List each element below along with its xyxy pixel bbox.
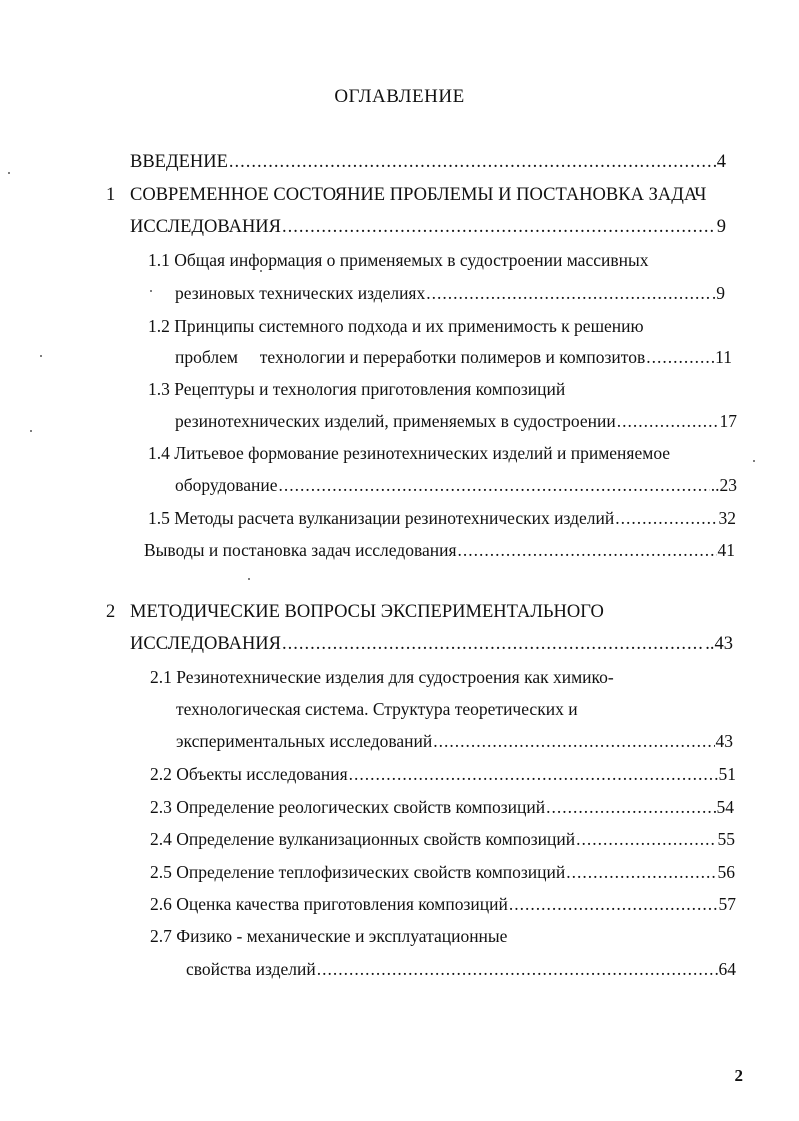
leader-dots	[617, 407, 719, 435]
toc-entry-2-1[interactable]	[150, 663, 670, 691]
toc-entry-introduction[interactable]	[130, 148, 726, 176]
toc-entry-text: 2.7 Физико - механические и эксплуатационные	[150, 926, 508, 946]
scan-speck	[8, 172, 10, 174]
toc-entry-2-4[interactable]	[150, 825, 735, 853]
leader-dots	[576, 825, 716, 853]
toc-entry-text: резинотехнических изделий, применяемых в судостроении	[175, 411, 616, 431]
leader-dots	[279, 471, 710, 499]
toc-entry-2-1-cont[interactable]	[176, 695, 696, 723]
toc-entry-1-3[interactable]	[148, 375, 708, 403]
scan-speck	[248, 578, 250, 580]
toc-page-number: ..43	[705, 634, 733, 654]
scan-speck	[150, 290, 152, 292]
toc-entry-text: 2.5 Определение теплофизических свойств композиций	[150, 862, 566, 882]
leader-dots	[546, 793, 715, 821]
toc-entry-1-2-cont[interactable]	[175, 343, 732, 371]
leader-dots	[349, 760, 718, 788]
toc-entry-2-1-cont2[interactable]	[176, 727, 733, 755]
toc-entry-2-7-cont[interactable]	[186, 955, 736, 983]
leader-dots	[282, 630, 704, 658]
toc-page-number: 41	[717, 540, 735, 560]
toc-entry-text: 1.2 Принципы системного подхода и их применимость к решению	[148, 316, 644, 336]
toc-entry-chapter-1-cont[interactable]	[130, 213, 726, 241]
toc-entry-chapter-2[interactable]	[130, 598, 630, 626]
toc-entry-text: 2.2 Объекты исследования	[150, 764, 348, 784]
leader-dots	[317, 955, 718, 983]
scan-speck	[753, 460, 755, 462]
toc-page-number: .9	[711, 283, 725, 303]
toc-entry-2-6[interactable]	[150, 890, 736, 918]
toc-entry-text: 1.5 Методы расчета вулканизации резинотехнических изделий	[148, 508, 615, 528]
leader-dots	[229, 148, 716, 176]
toc-entry-2-3[interactable]	[150, 793, 734, 821]
toc-entry-text: оборудование	[175, 475, 278, 495]
toc-entry-text: 2.4 Определение вулканизационных свойств композиций	[150, 829, 576, 849]
leader-dots	[615, 504, 717, 532]
toc-entry-conclusions[interactable]	[144, 536, 735, 564]
page-number: 2	[734, 1066, 743, 1085]
toc-entry-text: ИССЛЕДОВАНИЯ	[130, 217, 281, 237]
toc-entry-text: технологическая система. Структура теоретических и	[176, 699, 578, 719]
toc-entry-1-3-cont[interactable]	[175, 407, 737, 435]
page-title: ОГЛАВЛЕНИЕ	[334, 86, 465, 107]
toc-entry-text: 2.1 Резинотехнические изделия для судостроения как химико-	[150, 667, 614, 687]
toc-entry-1-5[interactable]	[148, 504, 736, 532]
toc-entry-1-1[interactable]	[148, 246, 708, 274]
toc-page-number: 11	[715, 347, 732, 367]
toc-page-number: 55	[717, 829, 735, 849]
leader-dots	[458, 536, 717, 564]
leader-dots	[433, 727, 714, 755]
toc-page-number: 64	[718, 959, 736, 979]
leader-dots	[566, 858, 716, 886]
toc-page-number: 9	[716, 217, 726, 237]
toc-entry-text: ВВЕДЕНИЕ	[130, 152, 228, 172]
toc-entry-1-4-cont[interactable]	[175, 471, 737, 499]
scan-speck	[40, 355, 42, 357]
toc-entry-text: 1.1 Общая информация о применяемых в судостроении массивных	[148, 250, 649, 270]
toc-page-number: 57	[718, 894, 736, 914]
toc-entry-1-2[interactable]	[148, 312, 708, 340]
scan-speck	[260, 270, 262, 272]
toc-page-number: 43	[715, 731, 733, 751]
toc-entry-text: экспериментальных исследований	[176, 731, 433, 751]
toc-page-number: 17	[719, 411, 737, 431]
toc-page-number: 56	[717, 862, 735, 882]
toc-entry-2-2[interactable]	[150, 760, 736, 788]
chapter-number: 2	[106, 602, 116, 622]
toc-entry-text: 1.3 Рецептуры и технология приготовления композиций	[148, 379, 566, 399]
toc-entry-text: МЕТОДИЧЕСКИЕ ВОПРОСЫ ЭКСПЕРИМЕНТАЛЬНОГО	[130, 602, 604, 622]
leader-dots	[646, 343, 714, 371]
toc-entry-text: Выводы и постановка задач исследования	[144, 540, 457, 560]
toc-entry-text: 2.3 Определение реологических свойств композиций	[150, 797, 546, 817]
toc-entry-text: СОВРЕМЕННОЕ СОСТОЯНИЕ ПРОБЛЕМЫ И ПОСТАНОВКА ЗАДАЧ	[130, 185, 707, 205]
toc-entry-2-5[interactable]	[150, 858, 735, 886]
leader-dots	[426, 279, 711, 307]
leader-dots	[282, 213, 716, 241]
toc-entry-chapter-1[interactable]	[130, 181, 730, 209]
toc-entry-2-7[interactable]	[150, 922, 570, 950]
toc-entry-chapter-2-cont[interactable]	[130, 630, 733, 658]
toc-entry-text: ИССЛЕДОВАНИЯ	[130, 634, 281, 654]
toc-entry-text: проблем технологии и переработки полимеров и композитов	[175, 347, 646, 367]
toc-entry-1-1-cont[interactable]	[175, 279, 725, 307]
chapter-number: 1	[106, 185, 116, 205]
toc-page-number: 4	[716, 152, 726, 172]
toc-entry-text: резиновых технических изделиях	[175, 283, 426, 303]
scan-speck	[30, 430, 32, 432]
toc-entry-text: 2.6 Оценка качества приготовления композиций	[150, 894, 508, 914]
toc-page-number: ..23	[710, 475, 737, 495]
toc-entry-text: 1.4 Литьевое формование резинотехнических изделий и применяемое	[148, 443, 671, 463]
toc-page-number: 54	[716, 797, 734, 817]
toc-entry-1-4[interactable]	[148, 439, 738, 467]
toc-page-number: 51	[718, 764, 736, 784]
toc-entry-text: свойства изделий	[186, 959, 316, 979]
leader-dots	[509, 890, 718, 918]
toc-page-number: 32	[718, 508, 736, 528]
